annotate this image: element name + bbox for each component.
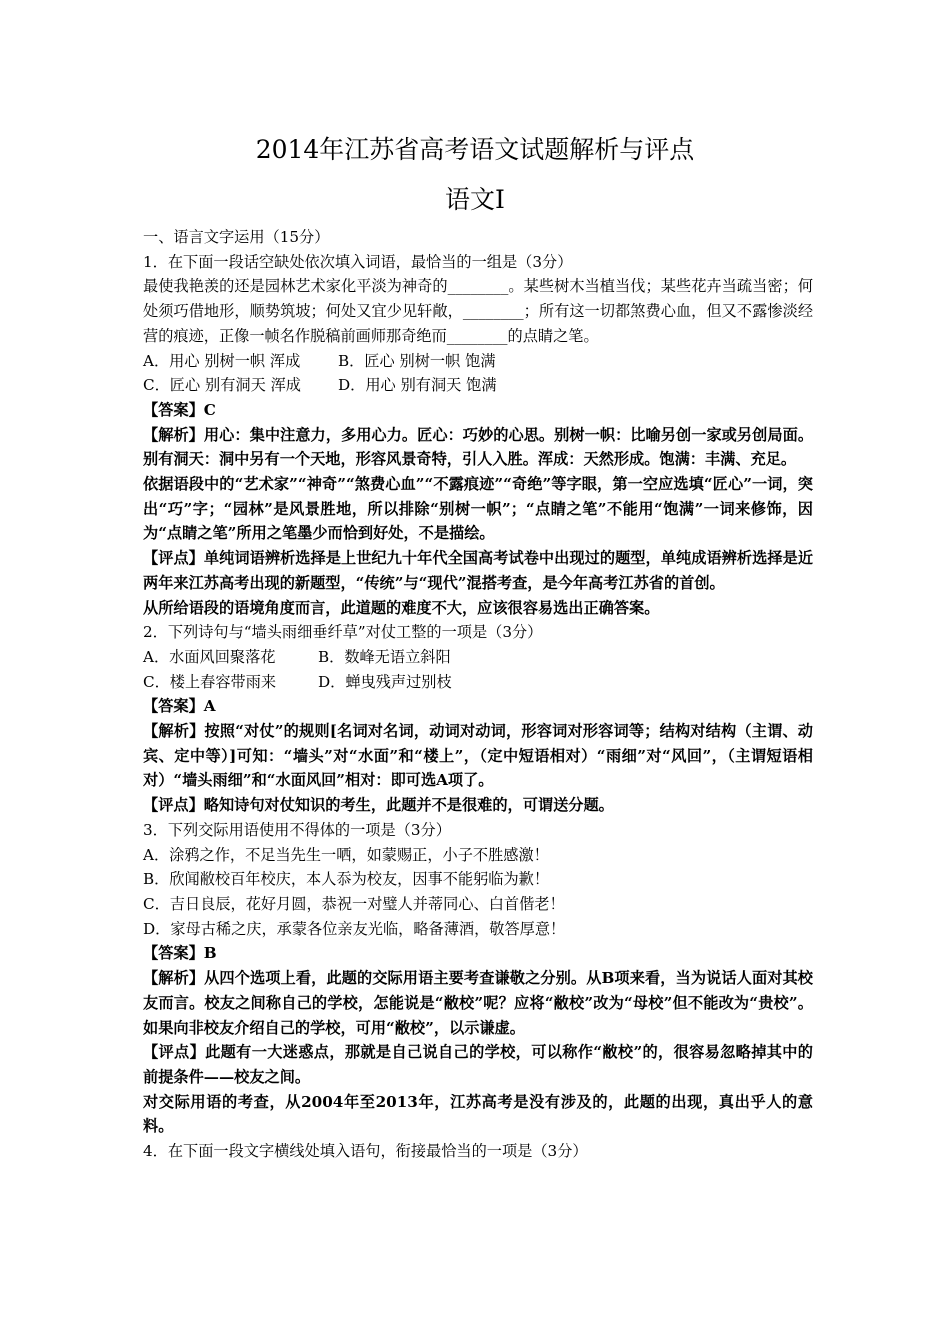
question-1-stem: 1．在下面一段话空缺处依次填入词语，最恰当的一组是（3分） [143,252,573,271]
question-1-answer: 【答案】C [143,400,216,419]
question-1-option-b: B．匠心 别树一帜 饱满 [338,351,496,370]
question-4-stem: 4．在下面一段文字横线处填入语句，衔接最恰当的一项是（3分） [143,1142,588,1161]
question-3-comment-1: 【评点】此题有一大迷惑点，那就是自己说自己的学校，可以称作“敝校”的，很容易忽略掉其中的前提条件——校友之间。 [143,1043,813,1086]
question-2-option-d: D．蝉曳残声过别枝 [318,672,452,691]
question-1-option-d: D．用心 别有洞天 饱满 [338,376,497,395]
document-title: 2014年江苏省高考语文试题解析与评点 [255,135,695,164]
question-2-options-row-1 [143,645,813,670]
question-2-analysis: 【解析】按照“对仗”的规则[名词对名词，动词对动词，形容词对形容词等；结构对结构（主谓、动宾、定中等）]可知：“墙头”对“水面”和“楼上”，（定中短语相对）“雨细”对“风回”，（主谓短语相对）“墙头雨细”和“水面风回”相对：即可选A项了。 [143,722,813,790]
question-1-options-row-2 [143,373,813,398]
question-1-analysis-2: 依据语段中的“艺术家”“神奇”“煞费心血”“不露痕迹”“奇绝”等字眼，第一空应选填“匠心”一词，突出“巧”字；“园林”是风景胜地，所以排除“别树一帜”；“点睛之笔”不能用“饱满”一词来修饰，因为“点睛之笔”所用之笔墨少而恰到好处，不是描绘。 [143,475,813,543]
question-2-option-c: C．楼上春容带雨来 [143,672,277,691]
question-1-options-row-1 [143,349,813,374]
question-2-option-b: B．数峰无语立斜阳 [318,647,451,666]
question-3-option-c: C．吉日良辰，花好月圆，恭祝一对璧人并蒂同心、白首偕老！ [143,894,565,913]
question-3-stem: 3．下列交际用语使用不得体的一项是（3分） [143,820,451,839]
question-2-answer: 【答案】A [143,697,216,716]
section-heading: 一、语言文字运用（15分） [143,228,330,246]
document-body [143,225,813,1164]
question-1-option-a: A．用心 别树一帜 浑成 [143,351,301,370]
question-2-option-a: A．水面风回聚落花 [143,647,276,666]
question-2-options-row-2 [143,670,813,695]
question-1-comment-1: 【评点】单纯词语辨析选择是上世纪九十年代全国高考试卷中出现过的题型，单纯成语辨析选择是近两年来江苏高考出现的新题型，“传统”与“现代”混搭考查，是今年高考江苏省的首创。 [143,549,813,592]
question-3-analysis: 【解析】从四个选项上看，此题的交际用语主要考查谦敬之分别。从B项来看，当为说话人面对其校友而言。校友之间称自己的学校，怎能说是“敝校”呢？应将“敝校”改为“母校”但不能改为“贵校”。如果向非校友介绍自己的学校，可用“敝校”，以示谦虚。 [143,969,813,1037]
question-2-comment: 【评点】略知诗句对仗知识的考生，此题并不是很难的，可谓送分题。 [143,796,614,815]
question-3-option-b: B．欣闻敝校百年校庆，本人忝为校友，因事不能躬临为歉！ [143,870,550,889]
question-1-comment-2: 从所给语段的语境角度而言，此道题的难度不大，应该很容易选出正确答案。 [143,598,660,617]
question-3-option-d: D．家母古稀之庆，承蒙各位亲友光临，略备薄酒，敬答厚意！ [143,919,566,938]
question-3-option-a: A．涂鸦之作，不足当先生一哂，如蒙赐正，小子不胜感激！ [143,845,549,864]
question-3-answer: 【答案】B [143,944,217,963]
question-1-option-c: C．匠心 别有洞天 浑成 [143,376,301,395]
question-1-passage: 最使我艳羡的还是园林艺术家化平淡为神奇的________。某些树木当植当伐；某些花卉当疏当密；何处须巧借地形，顺势筑坡；何处又宜少见轩敞，________；所有这一切都煞费心血，但又不露惨淡经营的痕迹，正像一帧名作脱稿前画师那奇绝而________的点睛之笔。 [143,277,813,345]
question-3-comment-2: 对交际用语的考查，从2004年至2013年，江苏高考是没有涉及的，此题的出现，真出乎人的意料。 [143,1092,813,1136]
question-2-stem: 2．下列诗句与“墙头雨细垂纤草”对仗工整的一项是（3分） [143,623,543,642]
question-1-analysis-1: 【解析】用心：集中注意力，多用心力。匠心：巧妙的心思。别树一帜：比喻另创一家或另创局面。别有洞天：洞中另有一个天地，形容风景奇特，引人入胜。浑成：天然形成。饱满：丰满、充足。 [143,425,813,469]
document-subtitle: 语文Ⅰ [445,185,505,214]
